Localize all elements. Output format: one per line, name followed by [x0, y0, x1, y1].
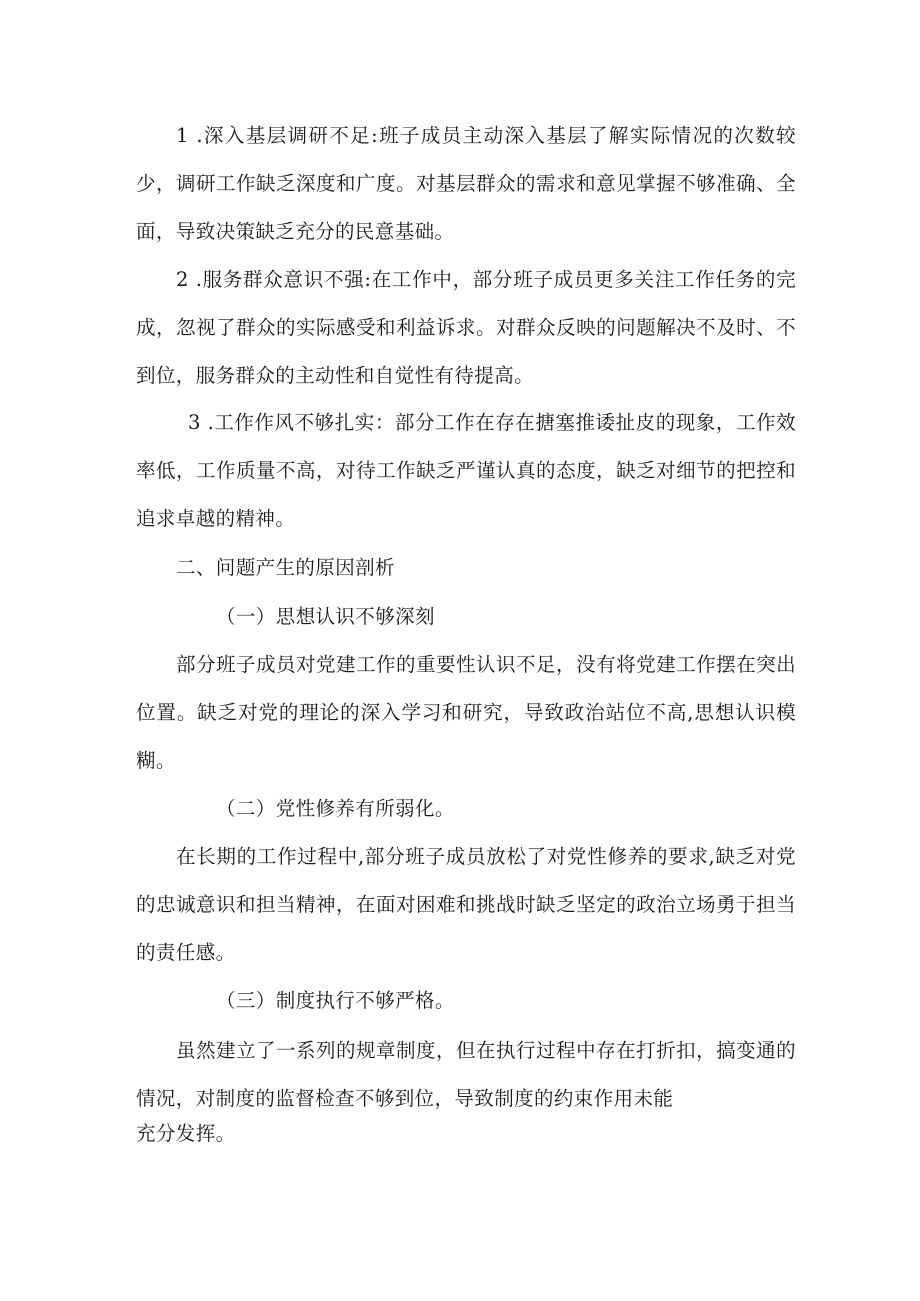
subheading-2: （二）党性修养有所弱化。 — [216, 797, 455, 820]
subsection-2-body: 在长期的工作过程中,部分班子成员放松了对党性修养的要求,缺乏对党的忠诚意识和担当精神，在面对困难和挑战时缺乏坚定的政治立场勇于担当的责任感。 — [136, 845, 796, 964]
subsection-1-body: 部分班子成员对党建工作的重要性认识不足，没有将党建工作摆在突出位置。缺乏对党的理论的深入学习和研究，导致政治站位不高,思想认识模糊。 — [136, 653, 796, 772]
paragraph-item-1: 1 .深入基层调研不足:班子成员主动深入基层了解实际情况的次数较少，调研工作缺乏深度和广度。对基层群众的需求和意见掌握不够准确、全面，导致决策缺乏充分的民意基础。 — [136, 124, 796, 243]
subsection-3-tail: 充分发挥。 — [136, 1122, 236, 1145]
paragraph-item-3: 3 .工作作风不够扎实：部分工作在存在搪塞推诿扯皮的现象，工作效率低，工作质量不高，对待工作缺乏严谨认真的态度，缺乏对细节的把控和追求卓越的精神。 — [136, 411, 796, 530]
subsection-3-body: 虽然建立了一系列的规章制度，但在执行过程中存在打折扣，搞变通的情况，对制度的监督检查不够到位，导致制度的约束作用未能 — [136, 1039, 796, 1110]
paragraph-item-2: 2 .服务群众意识不强:在工作中，部分班子成员更多关注工作任务的完成，忽视了群众的实际感受和利益诉求。对群众反映的问题解决不及时、不到位，服务群众的主动性和自觉性有待提高。 — [136, 268, 796, 387]
subheading-3: （三）制度执行不够严格。 — [216, 989, 455, 1012]
subheading-1: （一）思想认识不够深刻 — [216, 605, 435, 628]
section-heading-2: 二、问题产生的原因剖析 — [176, 556, 395, 579]
